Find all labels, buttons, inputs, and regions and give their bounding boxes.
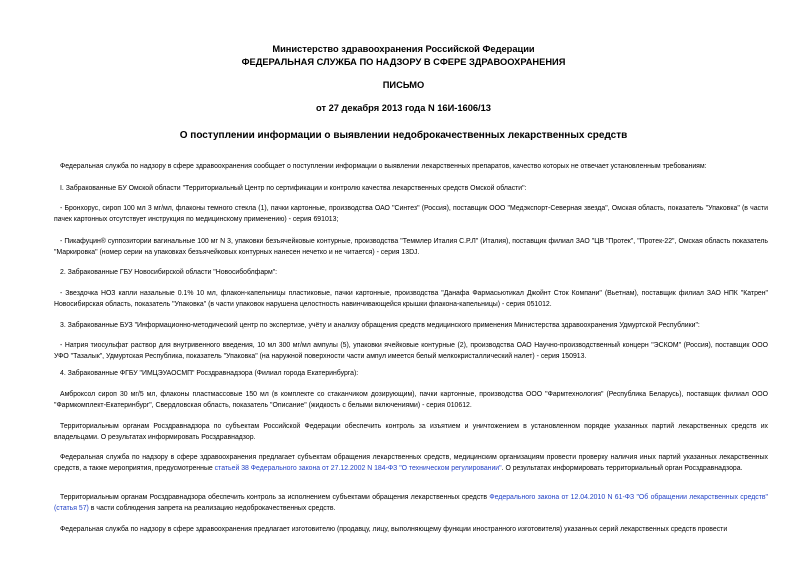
- section-2-heading: 2. Забракованные ГБУ Новосибирской области "Новосибоблфарм":: [60, 269, 278, 276]
- law-184-fz-link[interactable]: статьей 38 Федерального закона от 27.12.2002 N 184-ФЗ "О техническом регулировании": [214, 465, 502, 472]
- paragraph-territorial-control: Территориальным органам Росздравнадзора по субъектам Российской Федерации обеспечить контроль за изъятием и уничтожением в установленном порядке указанных партий лекарственных средств их владельцами. О результатах информировать Росздравнадзор.: [54, 423, 768, 441]
- section-1-item-2: - Пикафуцин® суппозитории вагинальные 100 мг N 3, упаковки безъячейковые контурные, производства "Теммлер Италия С.Р.Л" (Италия), поставщик филиал ЗАО "ЦВ "Протек", "Протек-22", Омская область показатель "Маркировка" (номер серии на упаковках безъячейковых контурных нанесен нечетко и не читается) - серия 13DJ.: [54, 238, 768, 256]
- paragraph-intro: Федеральная служба по надзору в сфере здравоохранения сообщает о поступлении информации о выявлении лекарственных препаратов, качество которых не отвечает установленным требованиям:: [60, 163, 707, 170]
- paragraph-text: Федеральная служба по надзору в сфере здравоохранения предлагает субъектам обращения лекарственных средств, медицинским организациям провести проверку наличия иных партий указанных лекарственных средств, а также мероприятия, предусмотренные: [54, 454, 768, 472]
- document-date-number: от 27 декабря 2013 года N 16И-1606/13: [316, 103, 491, 113]
- paragraph-text: в части соблюдения запрета на реализацию недоброкачественных средств.: [88, 505, 336, 512]
- section-1-item-1: - Бронхорус, сироп 100 мл 3 мг/мл, флаконы темного стекла (1), пачки картонные, производства ОАО "Синтез" (Россия), поставщик ООО "Медэкспорт-Северная звезда", Омская область, показатель "Упаковка" (в части пачек картонных отсутствует инструкция по медицинскому применению) - серия 691013;: [54, 205, 768, 223]
- article-57-link[interactable]: (статья 57): [54, 505, 89, 512]
- paragraph-federal-service-proposal: [54, 452, 768, 474]
- service-name: ФЕДЕРАЛЬНАЯ СЛУЖБА ПО НАДЗОРУ В СФЕРЕ ЗДРАВООХРАНЕНИЯ: [241, 57, 566, 67]
- section-1-heading: I. Забракованные БУ Омской области "Территориальный Центр по сертификации и контролю качества лекарственных средств Омской области":: [60, 185, 527, 192]
- section-3-item-1: - Натрия тиосульфат раствор для внутривенного введения, 10 мл 300 мг/мл ампулы (5), упаковки ячейковые контурные (2), производства ОАО Научно-производственный концерн "ЭСКОМ" (Россия), поставщик ООО УФО "Тазалык", Удмуртская Республика, показатель "Упаковка" (на наружной поверхности части ампул имеется белый мелкокристаллический налет) - серия 150913.: [54, 342, 768, 360]
- section-3-heading: 3. Забракованные БУЗ "Информационно-методический центр по экспертизе, учёту и анализу обращения средств медицинского применения Министерства здравоохранения Удмуртской Республики":: [60, 322, 700, 329]
- paragraph-text: Территориальным органам Росздравнадзора обеспечить контроль за исполнением субъектами обращения лекарственных средств: [60, 494, 490, 501]
- section-4-item-1: Амброксол сироп 30 мг/5 мл, флаконы пластмассовые 150 мл (в комплекте со стаканчиком дозирующим), пачки картонные, производства ООО "Фармтехнология" (Республика Беларусь), поставщик филиал ООО "Фармкомплект-Екатеринбург", Свердловская область, показатель "Описание" (жидкость с белыми включениями) - серия 010612.: [54, 391, 768, 409]
- paragraph-manufacturer-proposal: Федеральная служба по надзору в сфере здравоохранения предлагает изготовителю (продавцу, лицу, выполняющему функции иностранного изготовителя) указанных серий лекарственных средств провести: [60, 526, 728, 533]
- section-4-heading: 4. Забракованные ФГБУ "ИМЦЭУАОСМП" Росздравнадзора (Филиал города Екатеринбурга):: [60, 370, 359, 377]
- ministry-name: Министерство здравоохранения Российской Федерации: [272, 44, 535, 54]
- document-title: О поступлении информации о выявлении недоброкачественных лекарственных средств: [179, 130, 628, 141]
- section-2-item-1: - Звездочка НОЗ капли назальные 0.1% 10 мл, флакон-капельницы пластиковые, пачки картонные, производства "Данафа Фармасьютикал Джойнт Сток Компани" (Вьетнам), поставщик филиал ЗАО НПК "Катрен" Новосибирская область, показатель "Упаковка" (в части упаковок нарушена целостность навинчивающейся крышки флакона-капельницы) - серия 051012.: [54, 290, 768, 308]
- paragraph-territorial-enforcement: [54, 492, 768, 514]
- paragraph-text: . О результатах информировать территориальный орган Росздравнадзора.: [501, 465, 743, 472]
- law-61-fz-link[interactable]: Федерального закона от 12.04.2010 N 61-ФЗ "Об обращении лекарственных средств": [489, 494, 768, 501]
- document-type: ПИСЬМО: [382, 80, 425, 90]
